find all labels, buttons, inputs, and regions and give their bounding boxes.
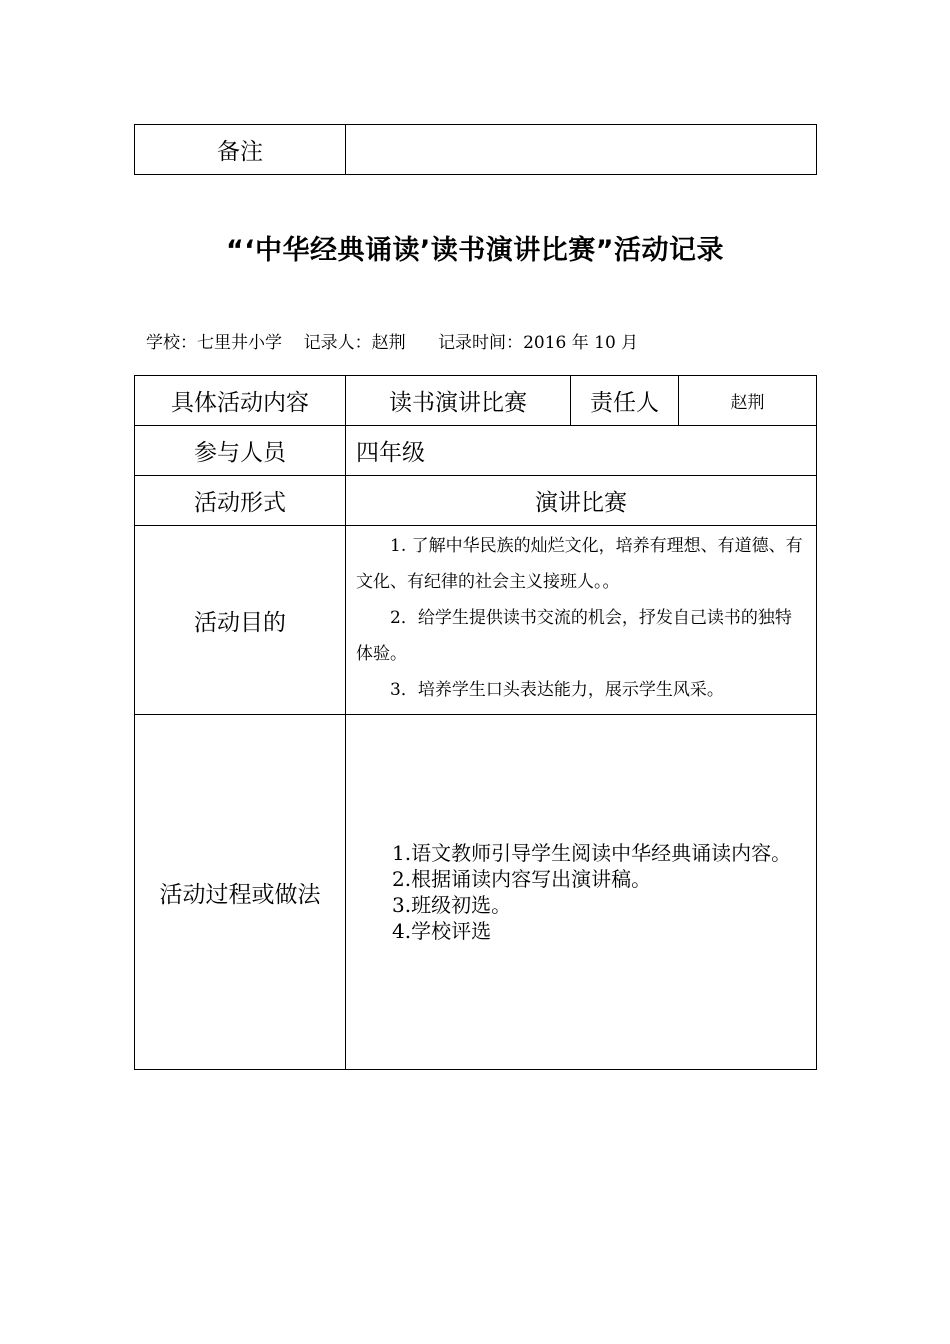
recorder-label: 记录人： [303, 333, 372, 353]
recorder-value: 赵荆 [371, 333, 406, 353]
record-time-value: 2016 年 10 月 [523, 333, 639, 353]
process-item: 2.根据诵读内容写出演讲稿。 [392, 867, 652, 891]
participants-value: 四年级 [346, 426, 817, 476]
purpose-content [346, 526, 817, 715]
purpose-row [135, 526, 817, 715]
remark-row [135, 125, 817, 175]
activity-record-table [134, 375, 817, 1070]
content-value: 读书演讲比赛 [346, 376, 571, 426]
purpose-item: 3．培养学生口头表达能力，展示学生风采。 [390, 680, 724, 700]
owner-value: 赵荆 [679, 376, 817, 426]
purpose-item: 2．给学生提供读书交流的机会，抒发自己读书的独特体验。 [356, 608, 792, 664]
record-time-label: 记录时间： [438, 333, 524, 353]
content-label: 具体活动内容 [135, 376, 346, 426]
participants-label: 参与人员 [135, 426, 346, 476]
purpose-item: 1. 了解中华民族的灿烂文化，培养有理想、有道德、有文化、有纪律的社会主义接班人。。 [356, 536, 803, 592]
meta-line [146, 328, 638, 353]
owner-label: 责任人 [571, 376, 679, 426]
process-item: 4.学校评选 [392, 919, 492, 943]
remark-value [346, 125, 817, 175]
process-item: 1.语文教师引导学生阅读中华经典诵读内容。 [392, 841, 792, 865]
document-title: “‘中华经典诵读’读书演讲比赛”活动记录 [225, 235, 724, 266]
school-label: 学校： [146, 333, 197, 353]
remark-table [134, 124, 817, 175]
remark-label: 备注 [135, 125, 346, 175]
process-item: 3.班级初选。 [392, 893, 512, 917]
form-row [135, 476, 817, 526]
participants-row [135, 426, 817, 476]
process-content [346, 715, 817, 1070]
school-value: 七里井小学 [197, 333, 282, 353]
purpose-label: 活动目的 [135, 526, 346, 715]
process-label: 活动过程或做法 [135, 715, 346, 1070]
process-row [135, 715, 817, 1070]
form-value: 演讲比赛 [346, 476, 817, 526]
form-label: 活动形式 [135, 476, 346, 526]
content-row [135, 376, 817, 426]
